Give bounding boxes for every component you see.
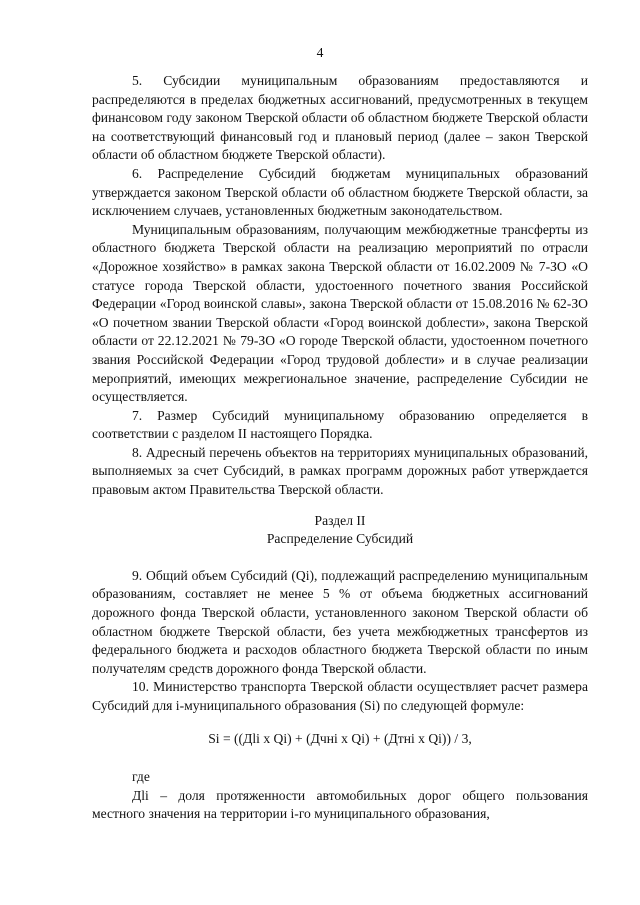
formula: Si = ((Дli x Qi) + (Дчні x Qi) + (Дтні x Qi)) / 3, [208, 730, 472, 746]
paragraph-9: 9. Общий объем Субсидий (Qi), подлежащий распределению муниципальным образованиям, составляет не менее 5 % от объема бюджетных ассигнований дорожного фонда Тверской области, установленного законом Тверской области об областном бюджете Тверской области, без учета межбюджетных трансфертов из федерального бюджета и расходов областного бюджета Тверской области по иным получателям средств дорожного фонда Тверской области. [92, 567, 588, 676]
paragraph-6: 6. Распределение Субсидий бюджетам муниципальных образований утверждается законом Тверской области об областном бюджете Тверской области, за исключением случаев, установленных бюджетным законодательством. [92, 165, 588, 219]
paragraph-7: 7. Размер Субсидий муниципальному образованию определяется в соответствии с разделом II настоящего Порядка. [92, 407, 588, 442]
paragraph-5: 5. Субсидии муниципальным образованиям предоставляются и распределяются в пределах бюджетных ассигнований, предусмотренных в текущем финансовом году законом Тверской области об областном бюджете Тверской области на соответствующий финансовый год и плановый период (далее – закон Тверской области об областном бюджете Тверской области). [92, 73, 588, 163]
paragraph-8: 8. Адресный перечень объектов на территориях муниципальных образований, выполняемых за счет Субсидий, в рамках программ дорожных работ утверждается правовым актом Правительства Тверской области. [92, 444, 588, 498]
section-label: Раздел II [314, 512, 366, 528]
paragraph-6-continuation: Муниципальным образованиям, получающим межбюджетные трансферты из областного бюджета Тверской области на реализацию мероприятий по отрасли «Дорожное хозяйство» в рамках закона Тверской области от 16.02.2009 № 7-ЗО «О статусе города Тверской области, удостоенного почетного звания Российской Федерации «Город воинской славы», закона Тверской области от 15.08.2016 № 62-ЗО «О почетном звании Тверской области «Город воинской доблести», закона Тверской области от 22.12.2021 № 79-ЗО «О городе Тверской области, удостоенном почетного звания Российской Федерации «Город трудовой доблести» и в случае реализации мероприятий, имеющих межрегиональное значение, распределение Субсидии не осуществляется. [92, 221, 588, 405]
paragraph-10: 10. Министерство транспорта Тверской области осуществляет расчет размера Субсидий для i-муниципального образования (Si) по следующей формуле: [92, 679, 588, 713]
definition-dli: Дli – доля протяженности автомобильных дорог общего пользования местного значения на территории i-го муниципального образования, [92, 787, 588, 822]
document-body [92, 72, 588, 824]
page-number: 4 [316, 45, 324, 60]
section-title: Распределение Субсидий [266, 531, 414, 547]
where-label: где [132, 769, 150, 785]
